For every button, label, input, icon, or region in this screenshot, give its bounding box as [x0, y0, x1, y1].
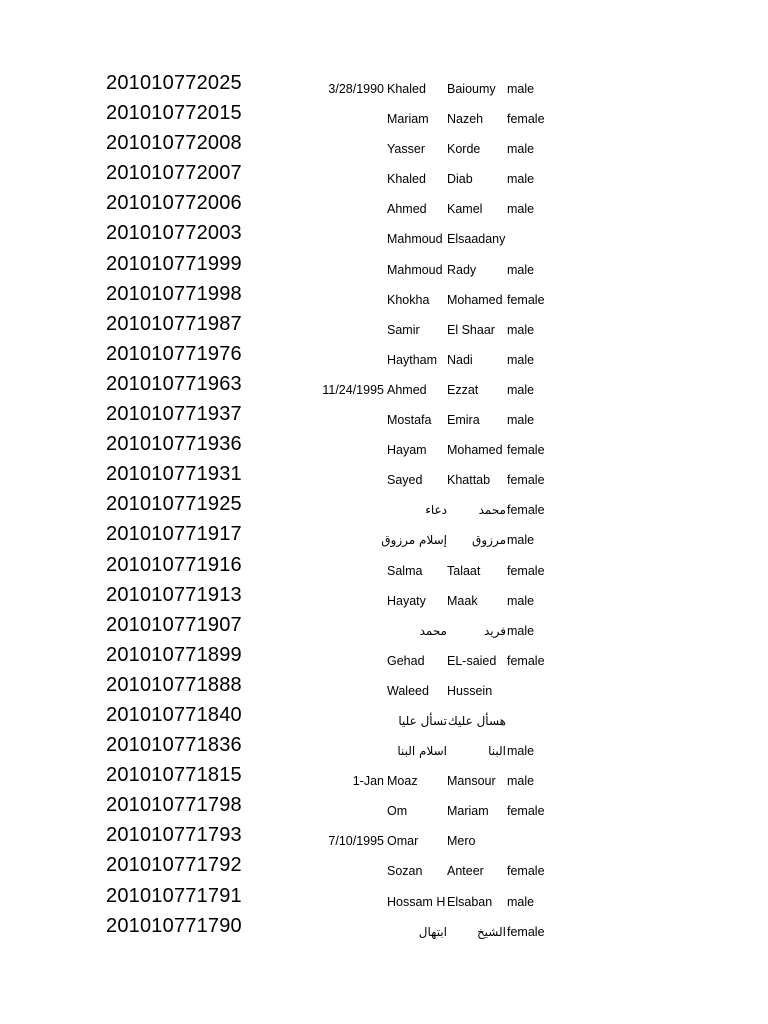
id-cell: 201010772025	[106, 72, 242, 94]
last-name-cell: Anteer	[447, 864, 484, 879]
id-cell: 201010771976	[106, 342, 242, 365]
id-cell: 201010771798	[106, 794, 242, 817]
id-cell: 201010771925	[106, 493, 242, 516]
first-name-cell: إسلام مرزوق	[381, 533, 447, 548]
first-name-cell: Salma	[387, 563, 423, 578]
gender-cell: female	[507, 924, 545, 939]
table-row	[0, 762, 768, 792]
gender-cell: female	[507, 653, 545, 668]
last-name-cell: Mansour	[447, 774, 496, 789]
table-row	[0, 822, 768, 852]
first-name-cell: Khaled	[387, 172, 426, 187]
date-cell: 11/24/1995	[322, 382, 384, 397]
last-name-cell: Mero	[447, 834, 476, 849]
gender-cell: male	[507, 202, 535, 217]
gender-cell: male	[507, 262, 535, 277]
id-cell: 201010772008	[106, 132, 242, 155]
id-cell: 201010771916	[106, 553, 242, 576]
table-row	[0, 341, 768, 371]
last-name-cell: Elsaban	[447, 894, 493, 909]
last-name-cell: EL-saied	[447, 653, 497, 668]
id-cell: 201010771791	[106, 884, 242, 907]
first-name-cell: Hayam	[387, 443, 427, 458]
id-cell: 201010771840	[106, 703, 242, 726]
last-name-cell: محمد	[478, 503, 506, 518]
last-name-cell: Elsaadany	[447, 232, 506, 247]
table-row	[0, 672, 768, 702]
first-name-cell: Haytham	[387, 352, 438, 367]
gender-cell: male	[507, 533, 535, 548]
last-name-cell: Mariam	[447, 804, 489, 819]
gender-cell: male	[507, 382, 535, 397]
id-cell: 201010771907	[106, 613, 242, 636]
last-name-cell: Talaat	[447, 563, 481, 578]
table-row	[0, 70, 768, 100]
gender-cell: male	[507, 172, 535, 187]
table-row	[0, 792, 768, 822]
table-row	[0, 371, 768, 401]
date-cell: 3/28/1990	[328, 82, 384, 96]
first-name-cell: Khokha	[387, 292, 430, 307]
table-row	[0, 612, 768, 642]
last-name-cell: Baioumy	[447, 82, 496, 96]
last-name-cell: Nadi	[447, 352, 473, 367]
last-name-cell: Rady	[447, 262, 477, 277]
id-cell: 201010771888	[106, 673, 242, 696]
table-row	[0, 642, 768, 672]
id-cell: 201010771987	[106, 312, 242, 335]
id-cell: 201010771815	[106, 764, 242, 787]
id-cell: 201010771937	[106, 403, 242, 426]
last-name-cell: Mohamed	[447, 443, 503, 458]
gender-cell: female	[507, 864, 545, 879]
table-row	[0, 521, 768, 551]
gender-cell: female	[507, 292, 545, 307]
last-name-cell: Ezzat	[447, 382, 479, 397]
last-name-cell: Korde	[447, 142, 481, 157]
id-cell: 201010771999	[106, 252, 242, 275]
table-row	[0, 220, 768, 250]
last-name-cell: El Shaar	[447, 322, 495, 337]
id-cell: 201010772003	[106, 222, 242, 245]
first-name-cell: Mostafa	[387, 413, 432, 428]
last-name-cell: فريد	[484, 623, 506, 638]
table-row	[0, 913, 768, 943]
first-name-cell: اسلام البنا	[397, 744, 447, 759]
first-name-cell: Ahmed	[387, 382, 427, 397]
table-row	[0, 552, 768, 582]
first-name-cell: دعاء	[425, 503, 447, 518]
table-row	[0, 702, 768, 732]
id-cell: 201010771931	[106, 463, 242, 486]
id-cell: 201010772007	[106, 162, 242, 185]
last-name-cell: هسأل عليك	[447, 713, 506, 728]
first-name-cell: Waleed	[387, 683, 429, 698]
first-name-cell: Hossam H	[387, 894, 446, 909]
last-name-cell: Emira	[447, 413, 480, 428]
first-name-cell: Moaz	[387, 774, 418, 789]
last-name-cell: Diab	[447, 172, 473, 187]
last-name-cell: Khattab	[447, 473, 491, 488]
first-name-cell: تسأل عليا	[398, 713, 447, 728]
first-name-cell: Mahmoud	[387, 232, 443, 247]
table-row	[0, 732, 768, 762]
table-row	[0, 281, 768, 311]
table-row	[0, 130, 768, 160]
id-cell: 201010771793	[106, 824, 242, 847]
last-name-cell: البنا	[488, 744, 506, 759]
date-cell: 7/10/1995	[328, 834, 384, 849]
id-cell: 201010771917	[106, 523, 242, 546]
first-name-cell: Mariam	[387, 112, 429, 127]
last-name-cell: Mohamed	[447, 292, 503, 307]
gender-cell: male	[507, 894, 535, 909]
last-name-cell: Nazeh	[447, 112, 484, 127]
gender-cell: female	[507, 563, 545, 578]
table-row	[0, 461, 768, 491]
last-name-cell: Hussein	[447, 683, 493, 698]
id-cell: 201010771792	[106, 854, 242, 877]
first-name-cell: Om	[387, 804, 408, 819]
student-list	[0, 70, 768, 943]
gender-cell: male	[507, 593, 535, 608]
gender-cell: male	[507, 352, 535, 367]
gender-cell: female	[507, 112, 545, 127]
id-cell: 201010771836	[106, 734, 242, 757]
last-name-cell: Kamel	[447, 202, 483, 217]
table-row	[0, 883, 768, 913]
gender-cell: male	[507, 82, 535, 96]
first-name-cell: ابتهال	[418, 924, 447, 939]
first-name-cell: محمد	[419, 623, 447, 638]
gender-cell: female	[507, 503, 545, 518]
table-row	[0, 251, 768, 281]
first-name-cell: Yasser	[387, 142, 425, 157]
first-name-cell: Ahmed	[387, 202, 427, 217]
gender-cell: female	[507, 804, 545, 819]
first-name-cell: Khaled	[387, 82, 426, 96]
last-name-cell: Maak	[447, 593, 478, 608]
id-cell: 201010771963	[106, 372, 242, 395]
first-name-cell: Samir	[387, 322, 420, 337]
last-name-cell: الشيخ	[476, 924, 506, 939]
table-row	[0, 431, 768, 461]
id-cell: 201010772015	[106, 102, 242, 125]
table-row	[0, 401, 768, 431]
id-cell: 201010771998	[106, 282, 242, 305]
table-row	[0, 582, 768, 612]
id-cell: 201010771936	[106, 433, 242, 456]
table-row	[0, 100, 768, 130]
gender-cell: male	[507, 744, 535, 759]
table-row	[0, 852, 768, 882]
table-row	[0, 160, 768, 190]
table-row	[0, 491, 768, 521]
id-cell: 201010771790	[106, 914, 242, 937]
first-name-cell: Hayaty	[387, 593, 426, 608]
gender-cell: male	[507, 142, 535, 157]
first-name-cell: Gehad	[387, 653, 425, 668]
id-cell: 201010772006	[106, 192, 242, 215]
id-cell: 201010771913	[106, 583, 242, 606]
first-name-cell: Omar	[387, 834, 419, 849]
table-row	[0, 190, 768, 220]
id-cell: 201010771899	[106, 643, 242, 666]
first-name-cell: Mahmoud	[387, 262, 443, 277]
date-cell: 1-Jan	[352, 774, 384, 789]
gender-cell: male	[507, 623, 535, 638]
gender-cell: female	[507, 443, 545, 458]
gender-cell: male	[507, 322, 535, 337]
gender-cell: male	[507, 413, 535, 428]
table-row	[0, 311, 768, 341]
gender-cell: male	[507, 774, 535, 789]
first-name-cell: Sozan	[387, 864, 423, 879]
gender-cell: female	[507, 473, 545, 488]
last-name-cell: مرزوق	[472, 533, 506, 548]
first-name-cell: Sayed	[387, 473, 423, 488]
